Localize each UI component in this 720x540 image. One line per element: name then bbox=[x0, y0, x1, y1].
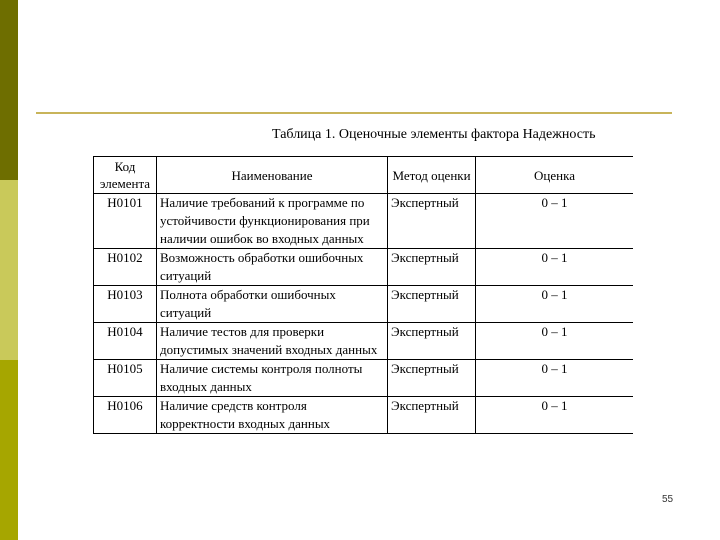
cell-score: 0 – 1 bbox=[476, 249, 634, 286]
header-name: Наименование bbox=[157, 157, 388, 194]
left-accent-bar-bottom bbox=[0, 360, 18, 540]
cell-score: 0 – 1 bbox=[476, 194, 634, 249]
cell-code: Н0102 bbox=[94, 249, 157, 286]
table-header-row bbox=[94, 157, 634, 194]
table-row bbox=[94, 194, 634, 249]
table-row bbox=[94, 249, 634, 286]
cell-method: Экспертный bbox=[388, 323, 476, 360]
cell-score: 0 – 1 bbox=[476, 286, 634, 323]
header-score: Оценка bbox=[476, 157, 634, 194]
page-number: 55 bbox=[662, 494, 674, 505]
cell-score: 0 – 1 bbox=[476, 360, 634, 397]
cell-method: Экспертный bbox=[388, 360, 476, 397]
header-code: Код элемента bbox=[94, 157, 157, 194]
cell-score: 0 – 1 bbox=[476, 323, 634, 360]
table-caption: Таблица 1. Оценочные элементы фактора Надежность bbox=[272, 127, 596, 142]
cell-name: Возможность обработки ошибочных ситуаций bbox=[157, 249, 388, 286]
cell-code: Н0104 bbox=[94, 323, 157, 360]
table-row bbox=[94, 286, 634, 323]
cell-method: Экспертный bbox=[388, 194, 476, 249]
left-accent-bar-middle bbox=[0, 180, 18, 360]
table-container bbox=[93, 156, 633, 484]
cell-name: Наличие системы контроля полноты входных данных bbox=[157, 360, 388, 397]
cell-code: Н0106 bbox=[94, 397, 157, 434]
cell-code: Н0101 bbox=[94, 194, 157, 249]
cell-code: Н0105 bbox=[94, 360, 157, 397]
cell-score: 0 – 1 bbox=[476, 397, 634, 434]
reliability-elements-table bbox=[93, 156, 633, 434]
cell-name: Наличие средств контроля корректности входных данных bbox=[157, 397, 388, 434]
table-row bbox=[94, 323, 634, 360]
table-row bbox=[94, 360, 634, 397]
cell-method: Экспертный bbox=[388, 249, 476, 286]
cell-name: Полнота обработки ошибочных ситуаций bbox=[157, 286, 388, 323]
header-method: Метод оценки bbox=[388, 157, 476, 194]
cell-name: Наличие тестов для проверки допустимых значений входных данных bbox=[157, 323, 388, 360]
cell-name: Наличие требований к программе по устойчивости функционирования при наличии ошибок во входных данных bbox=[157, 194, 388, 249]
table-row bbox=[94, 397, 634, 434]
cell-code: Н0103 bbox=[94, 286, 157, 323]
cell-method: Экспертный bbox=[388, 397, 476, 434]
title-divider bbox=[36, 112, 672, 114]
cell-method: Экспертный bbox=[388, 286, 476, 323]
left-accent-bar-top bbox=[0, 0, 18, 180]
